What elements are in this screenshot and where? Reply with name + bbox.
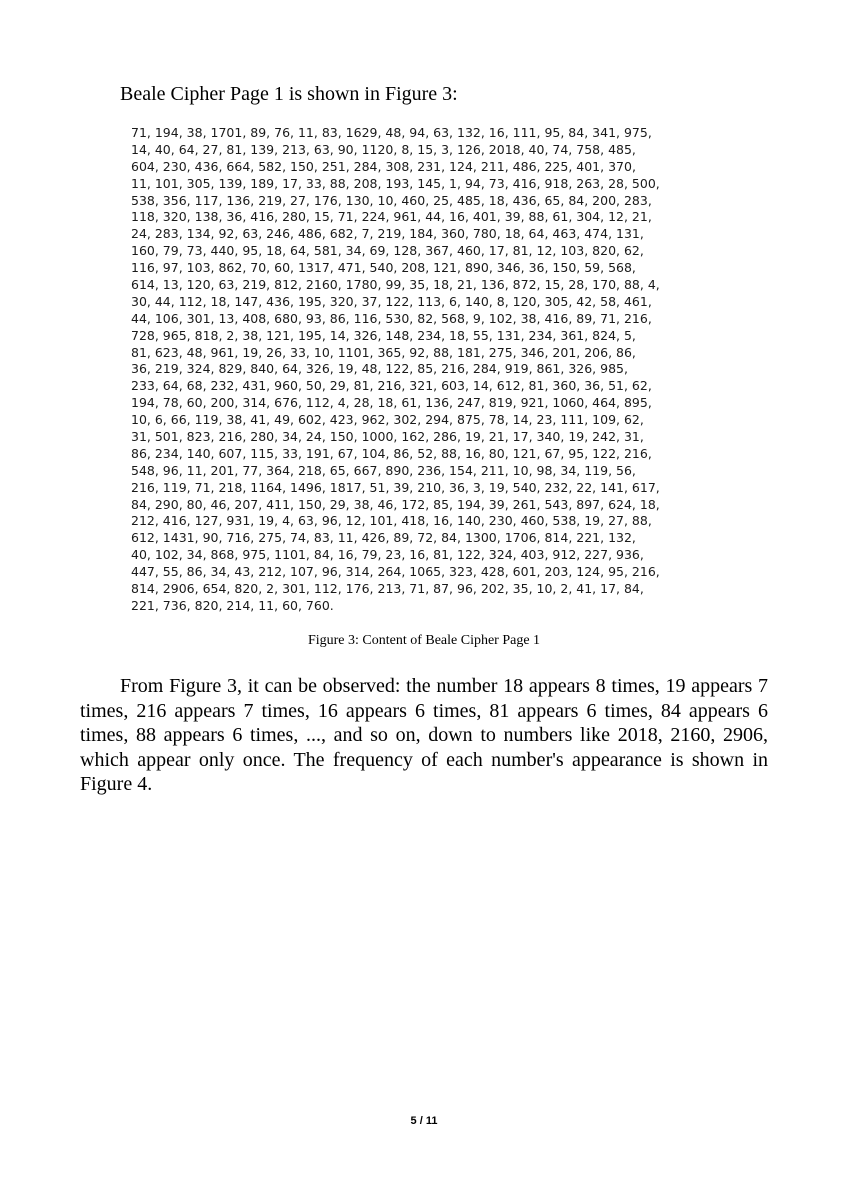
cipher-line: 728, 965, 818, 2, 38, 121, 195, 14, 326, 148, 234, 18, 55, 131, 234, 361, 824, 5, [131, 327, 636, 343]
cipher-line: 212, 416, 127, 931, 19, 4, 63, 96, 12, 101, 418, 16, 140, 230, 460, 538, 19, 27, 88, [131, 513, 652, 529]
intro-text: Beale Cipher Page 1 is shown in Figure 3: [120, 83, 458, 105]
body-paragraph: From Figure 3, it can be observed: the number 18 appears 8 times, 19 appears 7 times, 216 appears 7 times, 16 appears 6 times, 81 appears 6 times, 84 appears 6 times, 88 appears 6 times, ..., and so on, down to numbers like 2018, 2160, 2906, which appear only once. The frequency of each number's appearance is shown in Figure 4. [80, 675, 768, 796]
cipher-line: 71, 194, 38, 1701, 89, 76, 11, 83, 1629, 48, 94, 63, 132, 16, 111, 95, 84, 341, 975, [131, 125, 652, 140]
page-number: 5 / 11 [410, 1115, 438, 1127]
cipher-line: 30, 44, 112, 18, 147, 436, 195, 320, 37, 122, 113, 6, 140, 8, 120, 305, 42, 58, 461, [131, 293, 652, 309]
cipher-line: 216, 119, 71, 218, 1164, 1496, 1817, 51, 39, 210, 36, 3, 19, 540, 232, 22, 141, 617, [131, 479, 660, 495]
figure-caption: Figure 3: Content of Beale Cipher Page 1 [307, 633, 541, 648]
cipher-line: 36, 219, 324, 829, 840, 64, 326, 19, 48, 122, 85, 216, 284, 919, 861, 326, 985, [131, 361, 628, 377]
cipher-line: 24, 283, 134, 92, 63, 246, 486, 682, 7, 219, 184, 360, 780, 18, 64, 463, 474, 131, [131, 226, 644, 242]
cipher-line: 221, 736, 820, 214, 11, 60, 760. [131, 597, 334, 613]
cipher-line: 14, 40, 64, 27, 81, 139, 213, 63, 90, 1120, 8, 15, 3, 126, 2018, 40, 74, 758, 485, [131, 141, 636, 157]
cipher-line: 84, 290, 80, 46, 207, 411, 150, 29, 38, 46, 172, 85, 194, 39, 261, 543, 897, 624, 18, [131, 496, 660, 512]
cipher-line: 118, 320, 138, 36, 416, 280, 15, 71, 224, 961, 44, 16, 401, 39, 88, 61, 304, 12, 21, [131, 209, 652, 225]
cipher-line: 604, 230, 436, 664, 582, 150, 251, 284, 308, 231, 124, 211, 486, 225, 401, 370, [131, 158, 636, 174]
cipher-line: 612, 1431, 90, 716, 275, 74, 83, 11, 426, 89, 72, 84, 1300, 1706, 814, 221, 132, [131, 530, 636, 546]
cipher-line: 31, 501, 823, 216, 280, 34, 24, 150, 1000, 162, 286, 19, 21, 17, 340, 19, 242, 31, [131, 429, 644, 445]
cipher-line: 548, 96, 11, 201, 77, 364, 218, 65, 667, 890, 236, 154, 211, 10, 98, 34, 119, 56, [131, 462, 636, 478]
cipher-line: 11, 101, 305, 139, 189, 17, 33, 88, 208, 193, 145, 1, 94, 73, 416, 918, 263, 28, 500, [131, 175, 660, 191]
cipher-line: 40, 102, 34, 868, 975, 1101, 84, 16, 79, 23, 16, 81, 122, 324, 403, 912, 227, 936, [131, 547, 644, 563]
cipher-line: 538, 356, 117, 136, 219, 27, 176, 130, 10, 460, 25, 485, 18, 436, 65, 84, 200, 283, [131, 192, 652, 208]
cipher-line: 81, 623, 48, 961, 19, 26, 33, 10, 1101, 365, 92, 88, 181, 275, 346, 201, 206, 86, [131, 344, 636, 360]
cipher-figure [131, 125, 731, 615]
cipher-line: 116, 97, 103, 862, 70, 60, 1317, 471, 540, 208, 121, 890, 346, 36, 150, 59, 568, [131, 260, 636, 276]
cipher-line: 44, 106, 301, 13, 408, 680, 93, 86, 116, 530, 82, 568, 9, 102, 38, 416, 89, 71, 216, [131, 310, 652, 326]
cipher-line: 160, 79, 73, 440, 95, 18, 64, 581, 34, 69, 128, 367, 460, 17, 81, 12, 103, 820, 62, [131, 243, 644, 259]
cipher-line: 614, 13, 120, 63, 219, 812, 2160, 1780, 99, 35, 18, 21, 136, 872, 15, 28, 170, 88, 4, [131, 277, 660, 293]
cipher-line: 447, 55, 86, 34, 43, 212, 107, 96, 314, 264, 1065, 323, 428, 601, 203, 124, 95, 216, [131, 564, 660, 580]
cipher-line: 814, 2906, 654, 820, 2, 301, 112, 176, 213, 71, 87, 96, 202, 35, 10, 2, 41, 17, 84, [131, 581, 644, 597]
cipher-line: 10, 6, 66, 119, 38, 41, 49, 602, 423, 962, 302, 294, 875, 78, 14, 23, 111, 109, 62, [131, 412, 644, 428]
cipher-line: 233, 64, 68, 232, 431, 960, 50, 29, 81, 216, 321, 603, 14, 612, 81, 360, 36, 51, 62, [131, 378, 652, 394]
cipher-line: 194, 78, 60, 200, 314, 676, 112, 4, 28, 18, 61, 136, 247, 819, 921, 1060, 464, 895, [131, 395, 652, 411]
cipher-line: 86, 234, 140, 607, 115, 33, 191, 67, 104, 86, 52, 88, 16, 80, 121, 67, 95, 122, 216, [131, 445, 652, 461]
